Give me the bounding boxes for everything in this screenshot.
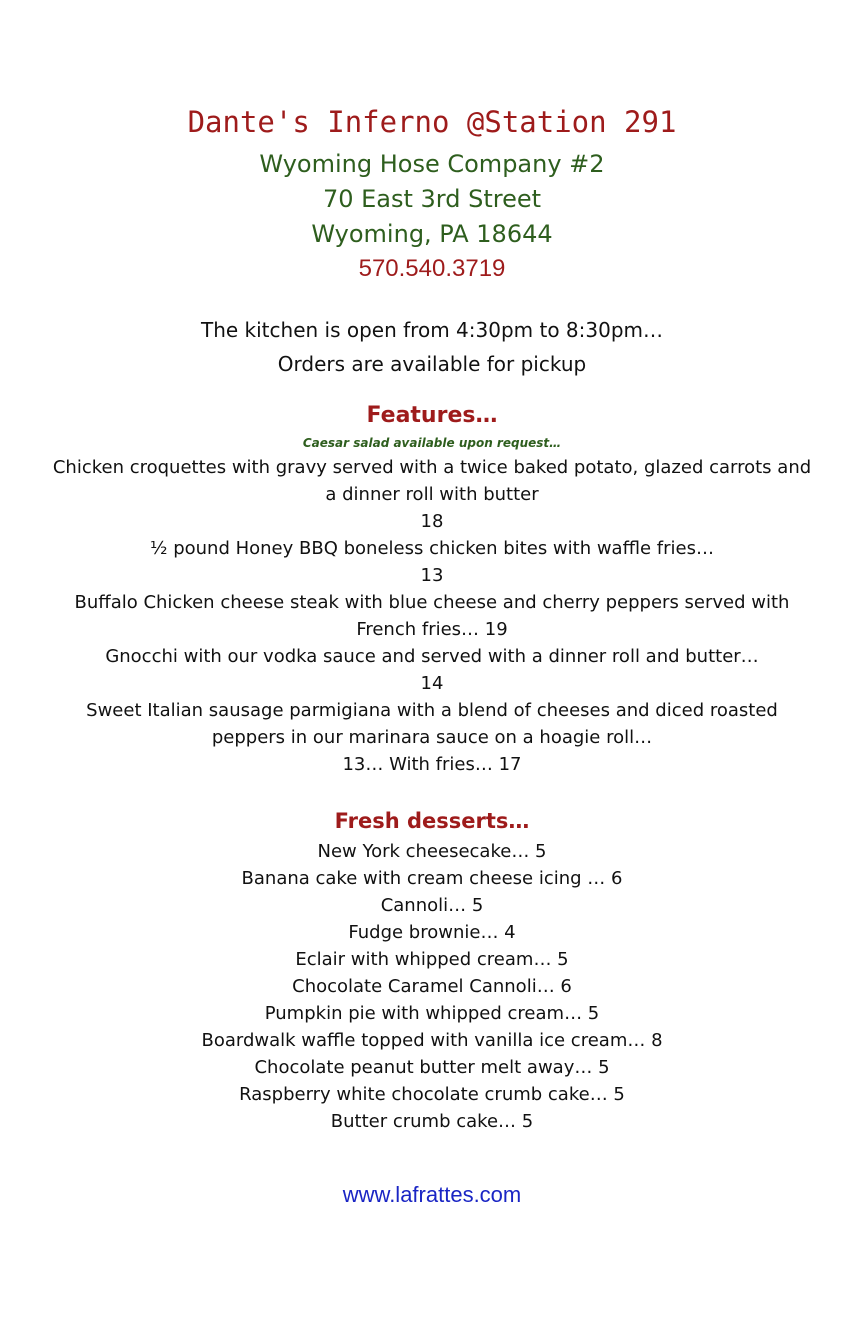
website-link[interactable]: www.lafrattes.com	[342, 1182, 522, 1207]
city-state-zip: Wyoming, PA 18644	[311, 220, 553, 248]
feature-line: peppers in our marinara sauce on a hoagie roll…	[211, 727, 653, 748]
dessert-item: Pumpkin pie with whipped cream… 5	[264, 1003, 600, 1024]
feature-line: Chicken croquettes with gravy served with a twice baked potato, glazed carrots and	[52, 457, 812, 478]
dessert-item: Chocolate peanut butter melt away… 5	[254, 1057, 610, 1078]
street-address: 70 East 3rd Street	[322, 185, 542, 213]
feature-line: Gnocchi with our vodka sauce and served with a dinner roll and butter…	[105, 646, 759, 667]
desserts-list	[0, 838, 864, 1135]
dessert-item: Butter crumb cake… 5	[330, 1111, 534, 1132]
feature-line: ½ pound Honey BBQ boneless chicken bites with waffle fries…	[150, 538, 714, 559]
desserts-heading: Fresh desserts…	[334, 809, 530, 833]
feature-line: French fries… 19	[356, 619, 508, 640]
feature-price: 18	[420, 511, 444, 532]
dessert-item: Eclair with whipped cream… 5	[295, 949, 569, 970]
feature-price: 14	[420, 673, 444, 694]
feature-line: Buffalo Chicken cheese steak with blue cheese and cherry peppers served with	[74, 592, 790, 613]
dessert-item: Raspberry white chocolate crumb cake… 5	[239, 1084, 625, 1105]
dessert-item: Chocolate Caramel Cannoli… 6	[292, 976, 572, 997]
dessert-item: Cannoli… 5	[380, 895, 484, 916]
phone-number: 570.540.3719	[358, 255, 506, 282]
restaurant-title: Dante's Inferno @Station 291	[187, 105, 677, 139]
venue-name: Wyoming Hose Company #2	[259, 150, 605, 178]
dessert-item: Banana cake with cream cheese icing … 6	[241, 868, 623, 889]
features-heading: Features…	[366, 403, 498, 428]
pickup-note: Orders are available for pickup	[277, 352, 587, 376]
dessert-item: Boardwalk waffle topped with vanilla ice cream… 8	[201, 1030, 663, 1051]
dessert-item: Fudge brownie… 4	[348, 922, 516, 943]
feature-line: Sweet Italian sausage parmigiana with a blend of cheeses and diced roasted	[86, 700, 778, 721]
feature-price: 13	[420, 565, 444, 586]
feature-price: 13… With fries… 17	[342, 754, 522, 775]
caesar-salad-note: Caesar salad available upon request…	[302, 436, 562, 450]
kitchen-hours: The kitchen is open from 4:30pm to 8:30pm…	[200, 318, 664, 342]
feature-line: a dinner roll with butter	[325, 484, 539, 505]
features-list	[40, 454, 824, 778]
dessert-item: New York cheesecake… 5	[317, 841, 547, 862]
